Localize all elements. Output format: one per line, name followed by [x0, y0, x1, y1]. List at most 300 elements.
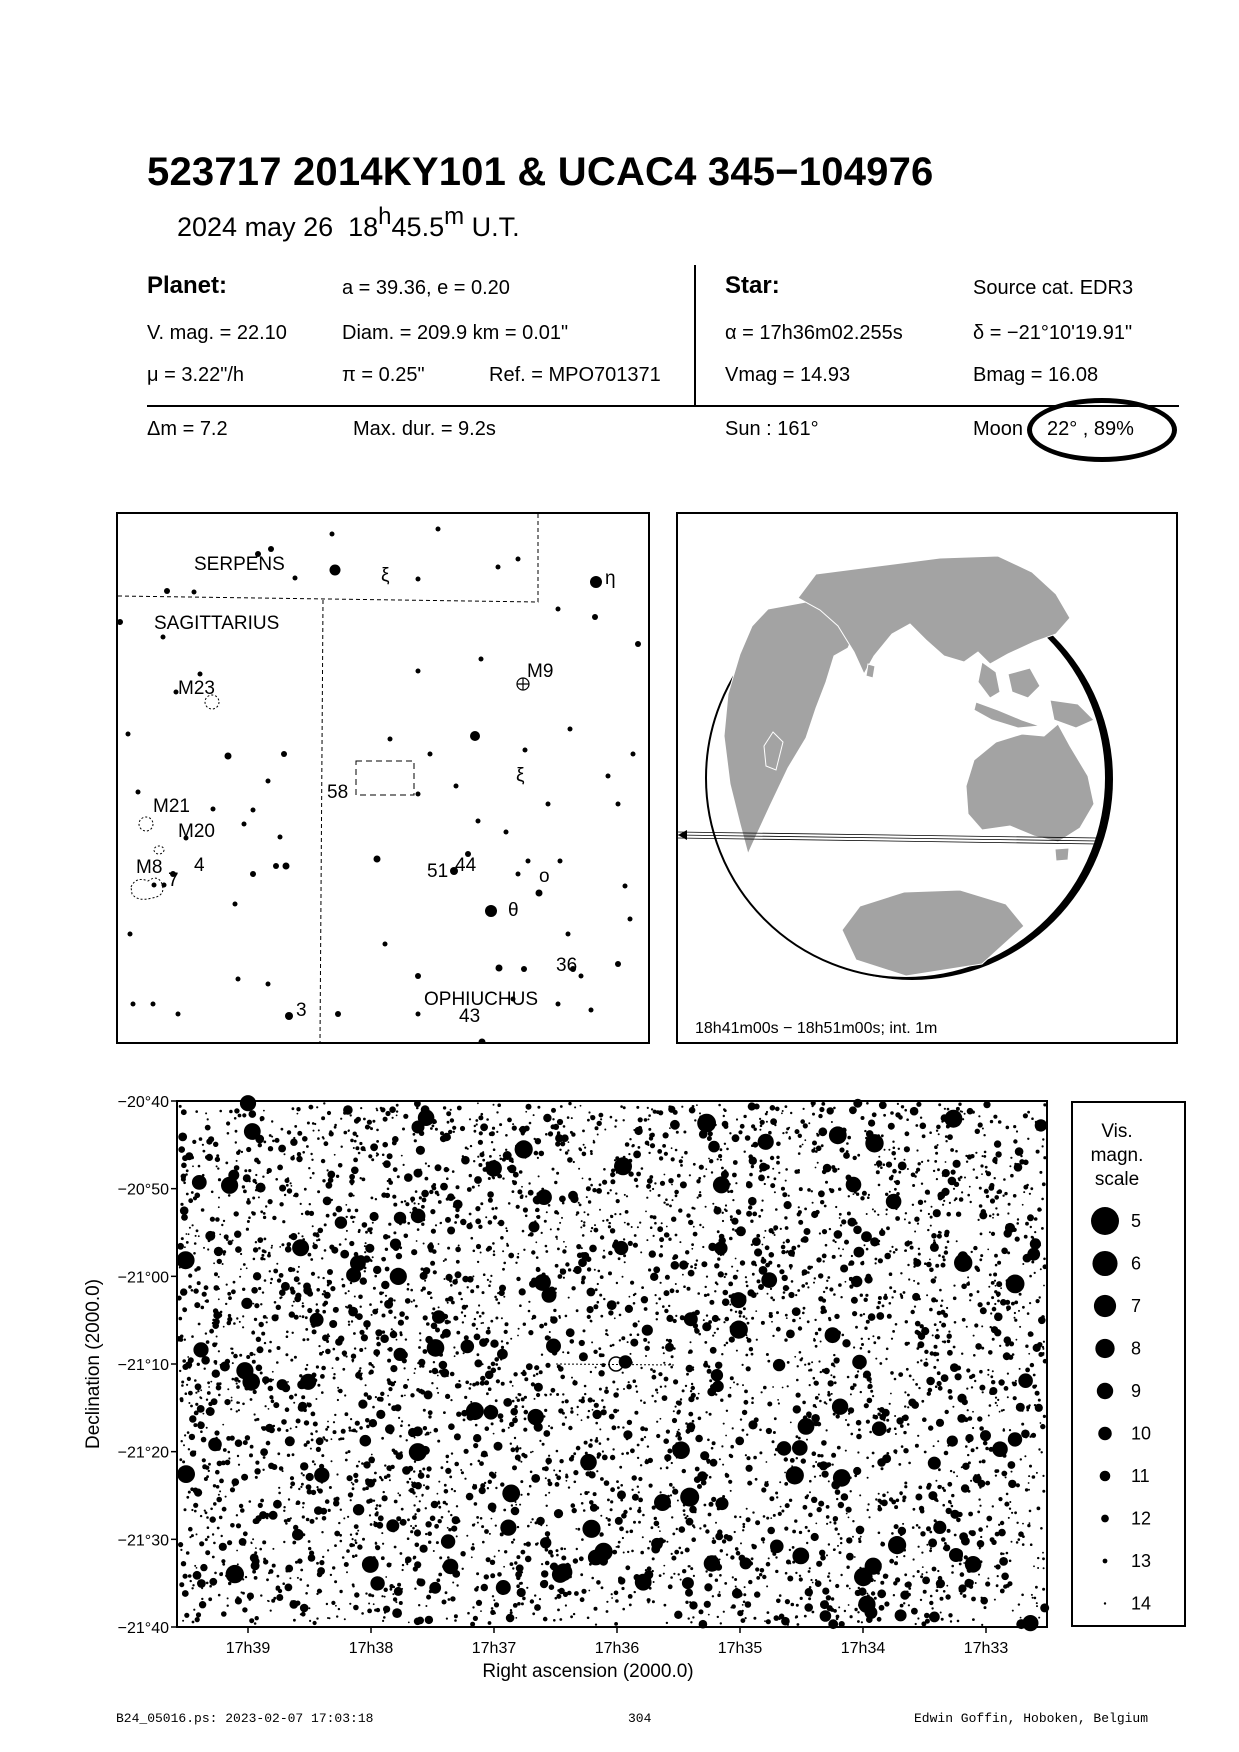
field-star	[922, 1417, 927, 1422]
field-star	[993, 1115, 997, 1119]
field-star	[607, 1192, 610, 1195]
field-star	[1013, 1194, 1017, 1198]
field-star	[188, 1391, 193, 1396]
field-star	[712, 1441, 716, 1445]
field-star	[181, 1384, 184, 1387]
field-star	[203, 1247, 205, 1249]
field-star	[512, 1123, 514, 1125]
field-star	[369, 1370, 374, 1375]
field-star	[446, 1455, 450, 1459]
field-star	[698, 1417, 702, 1421]
field-star	[355, 1421, 360, 1426]
field-star	[729, 1304, 731, 1306]
field-star	[629, 1334, 632, 1337]
field-star	[500, 1419, 504, 1423]
field-star	[187, 1377, 191, 1381]
field-star	[427, 1531, 432, 1536]
field-star	[891, 1246, 893, 1248]
field-star	[266, 1317, 268, 1319]
field-star	[784, 1472, 786, 1474]
field-star	[772, 1386, 774, 1388]
field-star	[536, 1189, 552, 1205]
field-star	[883, 1574, 888, 1579]
field-star	[1007, 1251, 1010, 1254]
field-star	[901, 1105, 904, 1108]
field-star	[775, 1107, 780, 1112]
field-star	[372, 1406, 375, 1409]
field-star	[178, 1542, 183, 1547]
planet-orbit: a = 39.36, e = 0.20	[342, 277, 510, 299]
field-star	[929, 1131, 932, 1134]
field-star	[375, 1542, 377, 1544]
field-star	[599, 1532, 603, 1536]
field-star	[485, 1216, 487, 1218]
label-m23: M23	[178, 678, 215, 699]
field-star	[688, 1412, 693, 1417]
field-star	[389, 1479, 391, 1481]
field-star	[852, 1355, 867, 1370]
field-star	[790, 1563, 792, 1565]
field-star	[1042, 1138, 1044, 1140]
field-star	[231, 1348, 233, 1350]
field-star	[766, 1585, 768, 1587]
field-star	[720, 1254, 722, 1256]
field-star	[882, 1305, 885, 1308]
field-star	[660, 1282, 662, 1284]
field-star	[617, 1301, 620, 1304]
field-star	[249, 1110, 257, 1118]
field-star	[180, 1335, 184, 1339]
field-star	[796, 1435, 799, 1438]
field-star	[268, 1386, 274, 1392]
field-star	[947, 1240, 950, 1243]
field-star	[704, 1504, 707, 1507]
field-star	[449, 1280, 452, 1283]
field-star	[333, 1348, 336, 1351]
field-star	[423, 1349, 428, 1354]
field-star	[980, 1430, 991, 1441]
field-star	[658, 1297, 661, 1300]
field-star	[222, 1507, 227, 1512]
field-star	[688, 1220, 693, 1225]
field-star	[487, 1366, 491, 1370]
field-star	[677, 1401, 682, 1406]
label-m8: M8	[136, 857, 163, 878]
field-star	[1003, 1409, 1005, 1411]
field-star	[812, 1451, 817, 1456]
field-star	[516, 1277, 520, 1281]
field-star	[872, 1452, 875, 1455]
field-star	[734, 1578, 737, 1581]
field-star	[614, 1622, 618, 1626]
field-star	[956, 1212, 961, 1217]
field-star	[222, 1424, 224, 1426]
field-star	[444, 1489, 449, 1494]
field-star	[689, 1506, 697, 1514]
field-star	[908, 1278, 910, 1280]
field-star	[272, 1371, 274, 1373]
field-star	[359, 1426, 363, 1430]
field-star	[198, 1235, 200, 1237]
field-star	[998, 1529, 1006, 1537]
field-star	[652, 1570, 654, 1572]
field-star	[730, 1607, 732, 1609]
field-star	[268, 1199, 273, 1204]
field-star	[570, 1410, 573, 1413]
field-star	[186, 1193, 189, 1196]
field-star	[969, 1585, 973, 1589]
field-star	[883, 1163, 886, 1166]
field-star	[942, 1341, 944, 1343]
field-star	[751, 1261, 756, 1266]
field-star	[271, 1120, 273, 1122]
field-star	[796, 1604, 799, 1607]
field-star	[831, 1597, 834, 1600]
field-star	[217, 1527, 220, 1530]
field-star	[194, 1302, 200, 1308]
field-star	[785, 1503, 790, 1508]
field-star	[559, 1459, 563, 1463]
field-star	[846, 1507, 852, 1513]
field-star	[1028, 1475, 1030, 1477]
field-star	[441, 1534, 455, 1548]
field-star	[682, 1569, 686, 1573]
field-star	[898, 1463, 901, 1466]
field-star	[358, 1152, 361, 1155]
field-star	[746, 1456, 750, 1460]
field-star	[225, 1575, 227, 1577]
field-star	[828, 1543, 830, 1545]
field-star	[935, 1264, 939, 1268]
field-star	[433, 1351, 437, 1355]
field-star	[355, 1532, 358, 1535]
field-star	[831, 1165, 835, 1169]
field-star	[930, 1595, 933, 1598]
field-star	[1011, 1471, 1013, 1473]
field-star	[941, 1374, 949, 1382]
field-star	[647, 1107, 649, 1109]
field-star	[761, 1321, 765, 1325]
field-star	[588, 1410, 590, 1412]
field-star	[903, 1431, 906, 1434]
field-star	[745, 1601, 752, 1608]
field-star	[717, 1507, 720, 1510]
field-star	[424, 1280, 426, 1282]
field-star	[520, 1494, 522, 1496]
field-star	[972, 1111, 975, 1114]
label-3: 3	[296, 1000, 307, 1021]
field-star	[396, 1452, 403, 1459]
field-star	[879, 1362, 882, 1365]
field-star	[1016, 1522, 1018, 1524]
field-star	[467, 1612, 470, 1615]
field-star	[683, 1285, 686, 1288]
field-star	[190, 1405, 193, 1408]
field-star	[682, 1581, 688, 1587]
field-star	[894, 1415, 896, 1417]
finder-star	[521, 966, 527, 972]
field-star	[977, 1416, 982, 1421]
field-star	[450, 1596, 455, 1601]
field-star	[297, 1380, 306, 1389]
field-star	[345, 1292, 347, 1294]
field-star	[751, 1317, 754, 1320]
field-star	[267, 1171, 270, 1174]
field-star	[895, 1248, 898, 1251]
field-star	[588, 1111, 590, 1113]
field-star	[399, 1494, 401, 1496]
field-star	[462, 1321, 464, 1323]
field-star	[497, 1103, 501, 1107]
field-star	[208, 1239, 211, 1242]
field-star	[929, 1531, 932, 1534]
field-star	[904, 1405, 906, 1407]
field-star	[350, 1139, 354, 1143]
finder-star	[161, 635, 166, 640]
moon-label: Moon	[973, 418, 1024, 440]
field-star	[683, 1514, 685, 1516]
field-star	[804, 1603, 813, 1612]
field-star	[776, 1311, 779, 1314]
field-star	[443, 1106, 446, 1109]
field-star	[282, 1220, 285, 1223]
field-star	[904, 1218, 906, 1220]
field-star	[295, 1293, 301, 1299]
field-star	[365, 1125, 370, 1130]
field-star	[469, 1383, 471, 1385]
finder-star	[192, 590, 197, 595]
field-star	[473, 1616, 478, 1621]
field-star	[293, 1301, 295, 1303]
field-star	[856, 1374, 859, 1377]
field-star	[516, 1584, 520, 1588]
field-star	[749, 1347, 753, 1351]
field-star	[489, 1533, 491, 1535]
field-star	[967, 1409, 969, 1411]
field-star	[222, 1365, 225, 1368]
field-star	[654, 1182, 656, 1184]
field-star	[508, 1253, 514, 1259]
field-star	[878, 1243, 880, 1245]
field-star	[556, 1594, 561, 1599]
field-star	[654, 1400, 657, 1403]
field-star	[371, 1454, 373, 1456]
field-star	[498, 1413, 504, 1419]
field-star	[193, 1288, 198, 1293]
field-star	[691, 1248, 693, 1250]
field-star	[201, 1437, 207, 1443]
field-star	[626, 1452, 629, 1455]
field-star	[868, 1313, 876, 1321]
field-star	[483, 1273, 486, 1276]
field-star	[1041, 1451, 1043, 1453]
field-star	[752, 1511, 754, 1513]
field-star	[736, 1270, 738, 1272]
field-star	[480, 1152, 485, 1157]
field-star	[465, 1342, 470, 1347]
field-star	[352, 1555, 354, 1557]
field-star	[327, 1333, 329, 1335]
field-star	[497, 1292, 499, 1294]
field-star	[580, 1493, 582, 1495]
field-star	[232, 1362, 234, 1364]
field-star	[555, 1141, 560, 1146]
field-star	[924, 1451, 927, 1454]
field-star	[699, 1527, 701, 1529]
field-star	[900, 1533, 903, 1536]
field-star	[1042, 1588, 1045, 1591]
field-star	[797, 1472, 801, 1476]
field-star	[510, 1611, 513, 1614]
field-star	[183, 1182, 186, 1185]
field-star	[438, 1481, 440, 1483]
field-star	[301, 1612, 306, 1617]
field-star	[709, 1413, 712, 1416]
field-star	[970, 1480, 972, 1482]
field-star	[282, 1384, 291, 1393]
field-star	[674, 1111, 676, 1113]
field-star	[218, 1350, 220, 1352]
field-star	[469, 1387, 472, 1390]
field-star	[201, 1306, 205, 1310]
field-star	[755, 1520, 760, 1525]
field-star	[418, 1203, 420, 1205]
field-star	[581, 1589, 586, 1594]
field-star	[405, 1338, 407, 1340]
field-star	[325, 1499, 330, 1504]
field-star	[632, 1144, 635, 1147]
field-star	[628, 1381, 630, 1383]
field-star	[873, 1427, 875, 1429]
earth-globe-svg	[678, 514, 1176, 1042]
field-star	[918, 1546, 920, 1548]
field-star	[686, 1365, 694, 1373]
field-star	[798, 1437, 801, 1440]
field-star	[942, 1255, 945, 1258]
field-star	[517, 1335, 519, 1337]
field-star	[919, 1506, 924, 1511]
field-star	[1013, 1139, 1017, 1143]
field-star	[810, 1579, 812, 1581]
field-star	[582, 1234, 585, 1237]
field-star	[213, 1542, 216, 1545]
field-star	[236, 1550, 238, 1552]
field-star	[756, 1234, 760, 1238]
field-star	[580, 1597, 585, 1602]
field-star	[610, 1116, 613, 1119]
field-star	[537, 1157, 539, 1159]
field-star	[668, 1238, 671, 1241]
field-star	[664, 1174, 666, 1176]
field-star	[502, 1580, 504, 1582]
finder-star	[485, 905, 497, 917]
field-star	[633, 1379, 637, 1383]
field-star	[979, 1370, 983, 1374]
field-star	[453, 1346, 455, 1348]
field-star	[941, 1114, 949, 1122]
field-star	[829, 1228, 831, 1230]
field-star	[495, 1525, 497, 1527]
field-star	[855, 1326, 858, 1329]
field-star	[354, 1252, 359, 1257]
field-star	[752, 1544, 757, 1549]
field-star	[297, 1131, 302, 1136]
field-star	[994, 1303, 996, 1305]
field-star	[555, 1236, 558, 1239]
field-star	[918, 1387, 920, 1389]
field-star	[638, 1146, 641, 1149]
field-star	[210, 1381, 212, 1383]
field-star	[613, 1392, 619, 1398]
field-star	[690, 1265, 693, 1268]
field-star	[525, 1556, 532, 1563]
field-star	[413, 1470, 415, 1472]
field-star	[749, 1561, 753, 1565]
field-star	[318, 1129, 320, 1131]
field-star	[272, 1548, 274, 1550]
field-star	[1034, 1272, 1036, 1274]
field-star	[743, 1115, 746, 1118]
field-star	[772, 1299, 775, 1302]
field-star	[240, 1508, 245, 1513]
field-star	[796, 1379, 799, 1382]
event-datetime	[177, 205, 520, 243]
field-star	[799, 1317, 801, 1319]
field-star	[218, 1197, 220, 1199]
field-star	[885, 1193, 888, 1196]
field-star	[1023, 1113, 1028, 1118]
field-star	[597, 1547, 599, 1549]
field-star	[869, 1431, 872, 1434]
field-star	[476, 1328, 478, 1330]
field-star	[1028, 1331, 1034, 1337]
field-star	[346, 1355, 348, 1357]
field-star	[608, 1523, 611, 1526]
field-star	[895, 1323, 898, 1326]
field-star	[950, 1363, 959, 1372]
field-star	[686, 1213, 690, 1217]
field-star	[592, 1410, 601, 1419]
field-star	[1028, 1489, 1030, 1491]
field-star	[337, 1399, 339, 1401]
field-star	[606, 1517, 608, 1519]
field-star	[570, 1615, 573, 1618]
field-star	[974, 1380, 976, 1382]
field-star	[740, 1124, 745, 1129]
field-star	[516, 1205, 520, 1209]
field-star	[860, 1536, 862, 1538]
field-star	[759, 1170, 762, 1173]
field-star	[822, 1229, 827, 1234]
field-star	[258, 1196, 260, 1198]
field-star	[994, 1140, 1001, 1147]
field-star	[294, 1356, 297, 1359]
finder-star	[454, 784, 459, 789]
field-star	[993, 1273, 997, 1277]
field-star	[354, 1539, 356, 1541]
field-star	[918, 1200, 923, 1205]
field-star	[397, 1175, 400, 1178]
field-star	[776, 1599, 781, 1604]
field-star	[345, 1459, 348, 1462]
field-star	[917, 1361, 919, 1363]
field-star	[457, 1383, 462, 1388]
field-star	[341, 1146, 343, 1148]
field-star	[785, 1105, 788, 1108]
field-star	[941, 1300, 943, 1302]
field-star	[215, 1217, 220, 1222]
field-star	[817, 1134, 820, 1137]
